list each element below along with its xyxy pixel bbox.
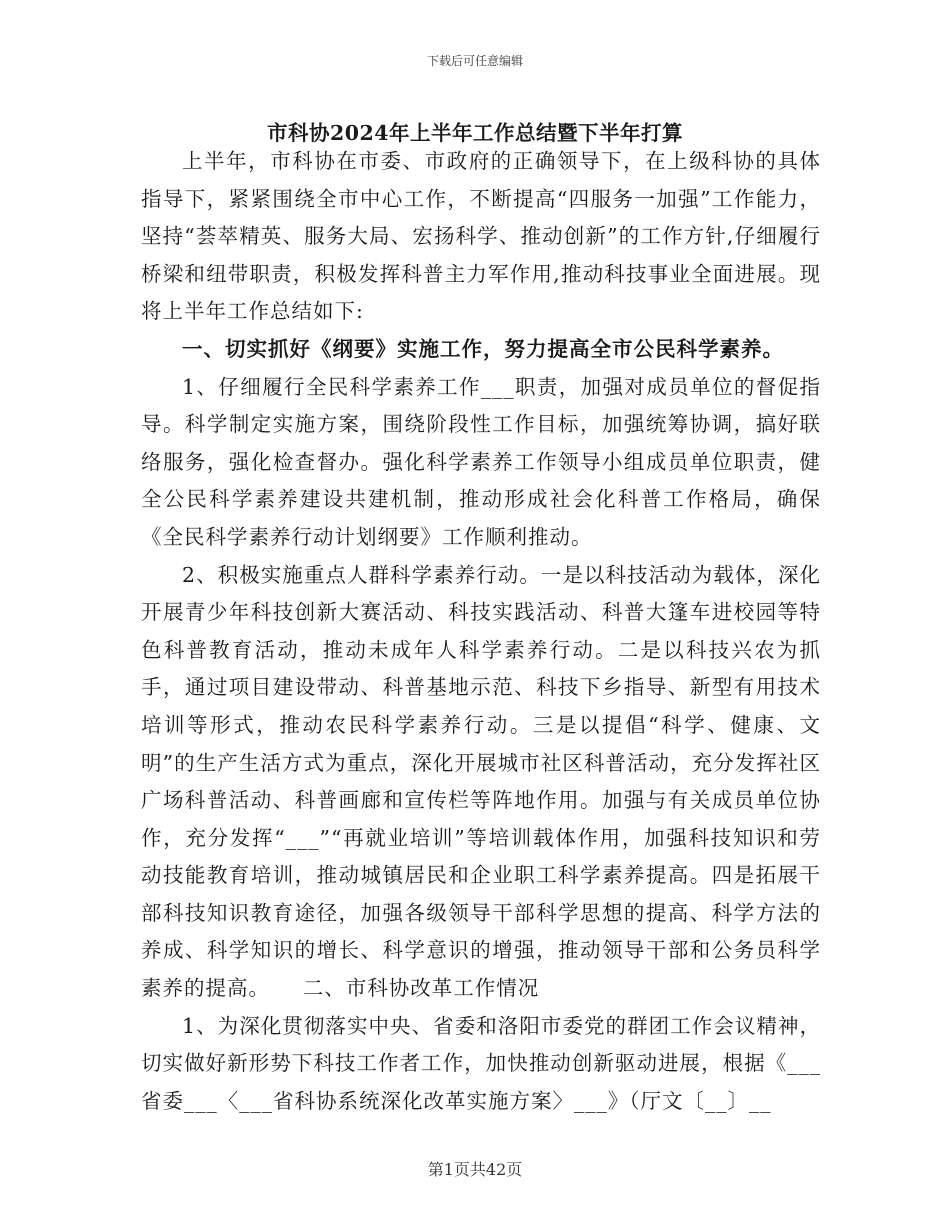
paragraph-item-1: 1、仔细履行全民科学素养工作___职责，加强对成员单位的督促指导。科学制定实施方案，围绕阶段性工作目标，加强统筹协调，搞好联络服务，强化检查督办。强化科学素养工作领导小组成员单位职责，健全公民科学素养建设共建机制，推动形成社会化科普工作格局，确保《全民科学素养行动计划纲要》工作顺利推动。	[141, 374, 821, 549]
header-note: 下载后可任意编辑	[426, 54, 523, 68]
paragraph-intro: 上半年，市科协在市委、市政府的正确领导下，在上级科协的具体指导下，紧紧围绕全市中心工作，不断提高“四服务一加强”工作能力，坚持“荟萃精英、服务大局、宏扬科学、推动创新”的工作方针,仔细履行桥梁和纽带职责，积极发挥科普主力军作用,推动科技事业全面进展。现将上半年工作总结如下:	[141, 149, 821, 324]
paragraph-item-2: 2、积极实施重点人群科学素养行动。一是以科技活动为载体，深化开展青少年科技创新大赛活动、科技实践活动、科普大篷车进校园等特色科普教育活动，推动未成年人科学素养行动。二是以科技兴农为抓手，通过项目建设带动、科普基地示范、科技下乡指导、新型有用技术培训等形式，推动农民科学素养行动。三是以提倡“科学、健康、文明”的生产生活方式为重点，深化开展城市社区科普活动，充分发挥社区广场科普活动、科普画廊和宣传栏等阵地作用。加强与有关成员单位协作，充分发挥“___”“再就业培训”等培训载体作用，加强科技知识和劳动技能教育培训，推动城镇居民和企业职工科学素养提高。四是拓展干部科技知识教育途径，加强各级领导干部科学思想的提高、科学方法的养成、科学知识的增长、科学意识的增强，推动领导干部和公务员科学素养的提高。 二、市科协改革工作情况	[141, 562, 821, 1001]
document-title: 市科协2024年上半年工作总结暨下半年打算	[266, 121, 684, 145]
paragraph-reform-1: 1、为深化贯彻落实中央、省委和洛阳市委党的群团工作会议精神，切实做好新形势下科技工作者工作，加快推动创新驱动进展，根据《___省委___〈___省科协系统深化改革实施方案〉___》（厅文〔__〕__	[141, 1013, 821, 1113]
page-footer: 第1页共42页	[427, 1160, 523, 1179]
section-heading-1: 一、切实抓好《纲要》实施工作，努力提高全市公民科学素养。	[182, 336, 784, 361]
document-body	[141, 143, 821, 1120]
